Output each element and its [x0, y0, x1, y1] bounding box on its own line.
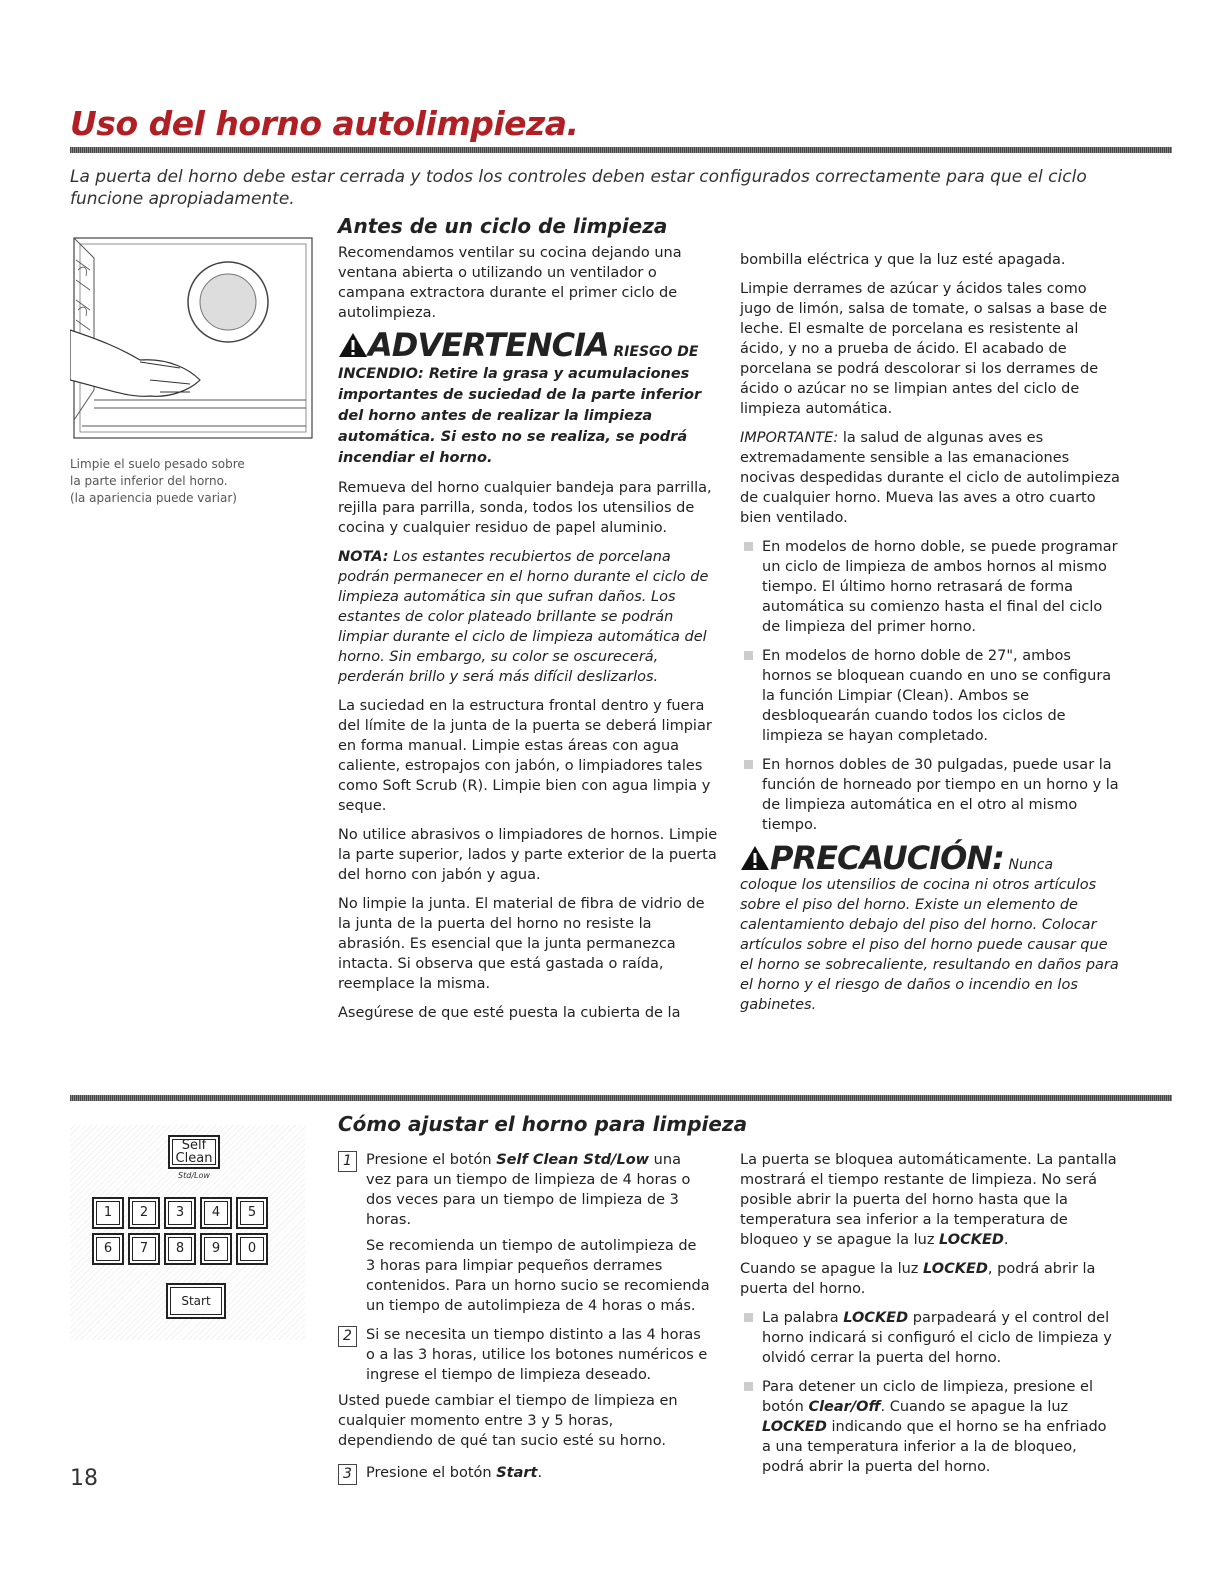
text: La palabra — [762, 1310, 844, 1326]
digit-key: 3 — [164, 1197, 196, 1229]
section-heading-before: Antes de un ciclo de limpieza — [338, 214, 668, 238]
digit-key: 6 — [92, 1233, 124, 1265]
illustration-caption — [70, 456, 300, 507]
text: , podrá abrir la puerta del horno. — [740, 1261, 1096, 1297]
paragraph: Asegúrese de que esté puesta la cubierta de la — [338, 1005, 681, 1021]
digit-key: 1 — [92, 1197, 124, 1229]
std-low-label: Std/Low — [178, 1171, 210, 1180]
digit-key: 0 — [236, 1233, 268, 1265]
text: La puerta se bloquea automáticamente. La pantalla mostrará el tiempo restante de limpieza. No será posible abrir la puerta del horno hasta que la temperatura sea inferior a la temperatura de bloqueo y se apague la luz — [740, 1152, 1117, 1248]
bullet-item — [740, 1308, 1120, 1368]
important-label: IMPORTANTE: — [740, 430, 839, 446]
warning-triangle-icon — [338, 344, 368, 360]
clear-off-label: Clear/Off — [808, 1399, 881, 1415]
self-clean-button-label: Self Clean Std/Low — [496, 1152, 650, 1168]
bullet-square-icon — [744, 651, 753, 660]
important-text: la salud de algunas aves es extremadamente sensible a las emanaciones nocivas despedidas durante el ciclo de autolimpieza de cualquier horno. Mueva las aves a otro cuarto bien ventilado. — [740, 430, 1120, 526]
paragraph: No utilice abrasivos o limpiadores de hornos. Limpie la parte superior, lados y parte exterior de la puerta del horno con jabón y agua. — [338, 827, 718, 883]
self-clean-key — [168, 1135, 220, 1169]
bullet-text: En modelos de horno doble, se puede programar un ciclo de limpieza de ambos hornos al mismo tiempo. El último horno retrasará de forma automática su comienzo hasta el final del ciclo de limpieza del primer horno. — [762, 539, 1118, 635]
warning-heading — [338, 326, 720, 364]
text: . — [1003, 1232, 1009, 1248]
digit-key: 9 — [200, 1233, 232, 1265]
bullet-text: En hornos dobles de 30 pulgadas, puede usar la función de horneado por tiempo en un horno y la de limpieza automática en el otro al mismo tiempo. — [762, 757, 1119, 833]
page-title: Uso del horno autolimpieza. — [70, 104, 579, 143]
digit-key: 4 — [200, 1197, 232, 1229]
caption-line: Limpie el suelo pesado sobre — [70, 457, 245, 471]
step-number: 3 — [338, 1464, 357, 1485]
warning-text: INCENDIO: Retire la grasa y acumulaciones importantes de suciedad de la parte inferior del horno antes de realizar la limpieza automática. Si esto no se realiza, se podrá incendiar el horno. — [338, 366, 702, 466]
paragraph: Usted puede cambiar el tiempo de limpieza en cualquier momento entre 3 y 5 horas, dependiendo de qué tan sucio esté su horno. — [338, 1393, 678, 1449]
text: . Cuando se apague la luz — [880, 1399, 1069, 1415]
caption-line: (la apariencia puede variar) — [70, 491, 237, 505]
step-number: 2 — [338, 1326, 357, 1347]
paragraph: La suciedad en la estructura frontal dentro y fuera del límite de la junta de la puerta se deberá limpiar en forma manual. Limpie estas áreas con agua caliente, estropajos con jabón, o limpiadores tales como Soft Scrub (R). Limpie bien con agua limpia y seque. — [338, 698, 712, 814]
key-label: Self — [181, 1138, 207, 1153]
bullet-text: En modelos de horno doble de 27", ambos hornos se bloquean cuando en uno se configura la función Limpiar (Clean). Ambos se desbloquearán cuando todos los ciclos de limpieza se hayan completado. — [762, 648, 1112, 744]
caution-text: coloque los utensilios de cocina ni otros artículos sobre el piso del horno. Existe un elemento de calentamiento debajo del piso del horno. Colocar artículos sobre el piso del horno puede causar que el horno se sobrecaliente, resultando en daños para el horno y el riesgo de daños o incendio en los gabinetes. — [740, 877, 1119, 1013]
step-text: Presione el botón — [366, 1152, 497, 1168]
howto-left-column — [338, 1150, 710, 1483]
nota-text: Los estantes recubiertos de porcelana podrán permanecer en el horno durante el ciclo de limpieza automática sin que sufran daños. Los estantes de color plateado brillante se podrán limpiar durante el ciclo de limpieza automática del horno. Sin embargo, su color se oscurecerá, perderán brillo y será más difícil deslizarlos. — [338, 549, 709, 685]
warning-word: ADVERTENCIA — [368, 326, 609, 364]
bullet-item — [740, 755, 1120, 835]
bullet-square-icon — [744, 542, 753, 551]
digit-key: 5 — [236, 1197, 268, 1229]
locked-label: LOCKED — [923, 1261, 988, 1277]
step-1 — [338, 1150, 710, 1230]
page-number: 18 — [70, 1466, 98, 1491]
digit-key: 2 — [128, 1197, 160, 1229]
nota-label: NOTA: — [338, 549, 389, 565]
section-heading-howto: Cómo ajustar el horno para limpieza — [338, 1112, 748, 1136]
before-column — [338, 243, 720, 1032]
caption-line: la parte inferior del horno. — [70, 474, 228, 488]
important-paragraph — [740, 428, 1120, 528]
key-label: Clean — [175, 1151, 213, 1166]
step-text: una vez para un tiempo de limpieza de 4 horas o dos veces para un tiempo de limpieza de 3 horas. — [366, 1152, 691, 1228]
warning-risk-label: RIESGO DE — [613, 344, 699, 360]
bullet-square-icon — [744, 760, 753, 769]
nota-paragraph — [338, 547, 720, 687]
bullet-item — [740, 1377, 1120, 1477]
step-text: Si se necesita un tiempo distinto a las 4 horas o a las 3 horas, utilice los botones numéricos e ingrese el tiempo de limpieza deseado. — [366, 1327, 708, 1383]
paragraph — [740, 1259, 1120, 1299]
bullet-item — [740, 537, 1120, 637]
digit-key: 7 — [128, 1233, 160, 1265]
digit-key: 8 — [164, 1233, 196, 1265]
start-button-label: Start — [496, 1465, 538, 1481]
step-3 — [338, 1463, 710, 1483]
step-text: . — [537, 1465, 543, 1481]
paragraph: No limpie la junta. El material de fibra de vidrio de la junta de la puerta del horno no resiste la abrasión. Es esencial que la junta permanezca intacta. Si observa que está gastada o raída, reemplace la misma. — [338, 896, 705, 992]
text: Para detener un ciclo de limpieza, presione el botón — [762, 1379, 1093, 1415]
title-rule — [70, 147, 1172, 153]
caution-word: PRECAUCIÓN: — [770, 839, 1004, 877]
start-key: Start — [166, 1283, 226, 1319]
right-column — [740, 250, 1120, 1024]
text: Cuando se apague la luz — [740, 1261, 924, 1277]
text: indicando que el horno se ha enfriado a una temperatura inferior a la de bloqueo, podrá abrir la puerta del horno. — [762, 1419, 1107, 1475]
caution-first-word: Nunca — [1008, 857, 1054, 873]
section-rule — [70, 1095, 1172, 1101]
caution-triangle-icon — [740, 857, 770, 873]
locked-label: LOCKED — [939, 1232, 1004, 1248]
oven-floor-illustration — [70, 230, 315, 450]
paragraph — [740, 1150, 1120, 1250]
step-number: 1 — [338, 1151, 357, 1172]
step-2 — [338, 1325, 710, 1385]
bullet-square-icon — [744, 1313, 753, 1322]
step-text: Presione el botón — [366, 1465, 497, 1481]
bullet-square-icon — [744, 1382, 753, 1391]
paragraph: Remueva del horno cualquier bandeja para parrilla, rejilla para parrilla, sonda, todos los utensilios de cocina y cualquier residuo de papel aluminio. — [338, 480, 712, 536]
keypad-illustration — [70, 1125, 305, 1340]
bullet-item — [740, 646, 1120, 746]
paragraph: Recomendamos ventilar su cocina dejando una ventana abierta o utilizando un ventilador o campana extractora durante el primer ciclo de autolimpieza. — [338, 245, 682, 321]
text: parpadeará y el control del horno indicará si configuró el ciclo de limpieza y olvidó cerrar la puerta del horno. — [762, 1310, 1112, 1366]
step-1-note: Se recomienda un tiempo de autolimpieza de 3 horas para limpiar pequeños derrames contenidos. Para un horno sucio se recomienda un tiempo de autolimpieza de 4 horas o más. — [366, 1238, 710, 1314]
locked-label: LOCKED — [762, 1419, 827, 1435]
intro-text: La puerta del horno debe estar cerrada y todos los controles deben estar configurados correctamente para que el ciclo funcione apropiadamente. — [70, 167, 1087, 209]
caution-heading — [740, 839, 1120, 877]
paragraph: Limpie derrames de azúcar y ácidos tales como jugo de limón, salsa de tomate, o salsas a base de leche. El esmalte de porcelana es resistente al ácido, y no a prueba de ácido. El acabado de porcelana se podrá descolorar si los derrames de ácido o azúcar no se limpian antes del ciclo de limpieza automática. — [740, 281, 1108, 417]
locked-label: LOCKED — [843, 1310, 909, 1326]
paragraph: bombilla eléctrica y que la luz esté apagada. — [740, 252, 1066, 268]
howto-right-column — [740, 1150, 1120, 1486]
